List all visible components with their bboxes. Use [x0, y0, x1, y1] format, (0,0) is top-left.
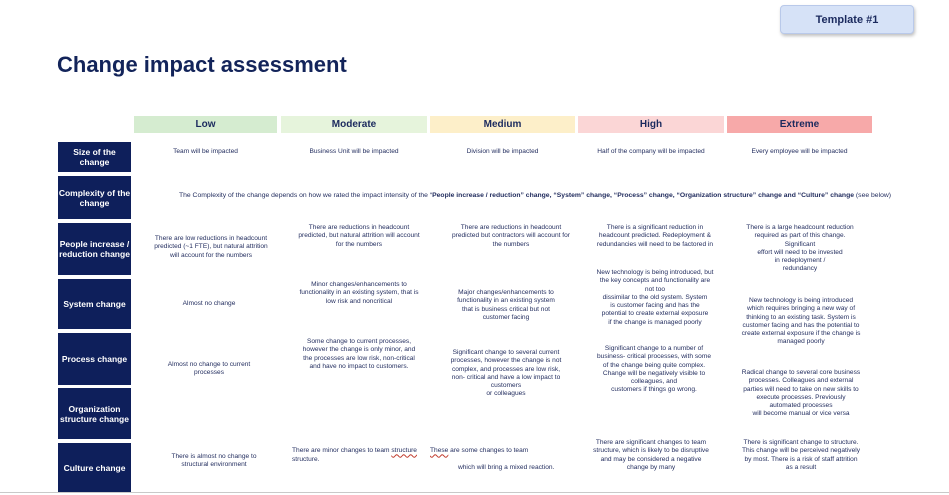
row-label-complexity: Complexity of the change	[58, 176, 131, 219]
row-label-culture: Culture change	[58, 443, 131, 492]
culture-low: There is almost no change to structural environment	[171, 453, 257, 469]
level-header-low: Low	[134, 116, 277, 133]
people-extreme: There is a large headcount reduction required as part of this change. Significant effort will need to be invested in redeployment / redundancy	[746, 224, 854, 273]
culture-high: There are significant changes to team structure, which is likely to be disruptive and may be considered a negative change by many	[593, 439, 709, 471]
row-label-people: People increase / reduction change	[58, 223, 131, 275]
complexity-suffix: (see below)	[854, 192, 892, 199]
complexity-description	[140, 191, 930, 200]
process-moderate: Some change to current processes, however the change is only minor, and the processes are low risk, non-critical and have no impact to customers.	[302, 338, 416, 370]
people-moderate: There are reductions in headcount predicted, but natural attrition will account for the numbers	[298, 224, 420, 248]
culture-moderate-underlined: structure	[391, 447, 417, 455]
size-low: Team will be impacted	[173, 148, 238, 155]
people-medium: There are reductions in headcount predicted but contractors will account for the numbers	[451, 224, 570, 248]
level-header-medium: Medium	[430, 116, 575, 133]
size-moderate: Business Unit will be impacted	[309, 148, 399, 155]
process-low: Almost no change to current processes	[167, 361, 251, 377]
culture-medium-text: are some changes to team	[448, 447, 529, 455]
level-header-high: High	[578, 116, 724, 133]
level-header-moderate: Moderate	[281, 116, 427, 133]
row-label-size: Size of the change	[58, 142, 131, 172]
system-extreme: New technology is being introduced which requires bringing a new way of thinking to an existing task. System is customer facing and has the potential to create external exposure if the change is managed poorly	[741, 297, 861, 346]
culture-medium-line2: which will bring a mixed reaction.	[458, 463, 555, 471]
row-label-org-structure: Organization structure change	[58, 388, 131, 439]
complexity-prefix: The Complexity of the change depends on how we rated the impact intensity of the “	[178, 192, 433, 199]
bottom-divider	[0, 492, 949, 493]
culture-moderate	[292, 439, 432, 464]
people-low: There are low reductions in headcount predicted (~1 FTE), but natural attrition will account for the numbers	[154, 235, 268, 259]
culture-extreme: There is significant change to structure. This change will be perceived negatively by most. There is a risk of staff attrition as a result	[741, 439, 861, 471]
culture-moderate-line2: structure.	[292, 455, 320, 463]
system-low: Almost no change	[182, 300, 236, 307]
complexity-bold: People increase / reduction” change, “System” change, “Process” change, “Organization structure” change and “Culture” change	[432, 192, 855, 199]
system-moderate: Minor changes/enhancements to functionality in an existing system, that is low risk and noncritical	[299, 281, 419, 305]
culture-medium-underlined: These	[430, 447, 449, 455]
level-header-extreme: Extreme	[727, 116, 872, 133]
culture-medium	[430, 439, 592, 472]
row-label-system: System change	[58, 279, 131, 329]
size-extreme: Every employee will be impacted	[751, 148, 848, 155]
process-extreme: Radical change to several core business processes. Colleagues and external parties will need to take on new skills to execute processes. Previously automated processes will become manual or vice versa	[741, 369, 861, 418]
process-medium: Significant change to several current processes, however the change is not complex, and processes are low risk, non- critical and have a low impact to customers or colleagues	[450, 349, 562, 398]
system-high: New technology is being introduced, but the key concepts and functionality are not too dissimilar to the old system. System is customer facing and has the potential to create external exposure if the change is managed poorly	[596, 269, 714, 326]
page-title: Change impact assessment	[57, 52, 347, 77]
people-high: There is a significant reduction in headcount predicted. Redeployment & redundancies will need to be factored in	[596, 224, 714, 248]
row-label-process: Process change	[58, 333, 131, 385]
culture-moderate-text: There are minor changes to team	[292, 447, 392, 455]
system-medium: Major changes/enhancements to functionality in an existing system that is business critical but not customer facing	[457, 289, 555, 321]
process-high: Significant change to a number of business- critical processes, with some of the change being quite complex. Change will be negatively visible to colleagues, and customers if things go wrong.	[597, 345, 711, 394]
template-button[interactable]: Template #1	[780, 5, 914, 34]
size-high: Half of the company will be impacted	[597, 148, 705, 155]
size-medium: Division will be impacted	[466, 148, 539, 155]
